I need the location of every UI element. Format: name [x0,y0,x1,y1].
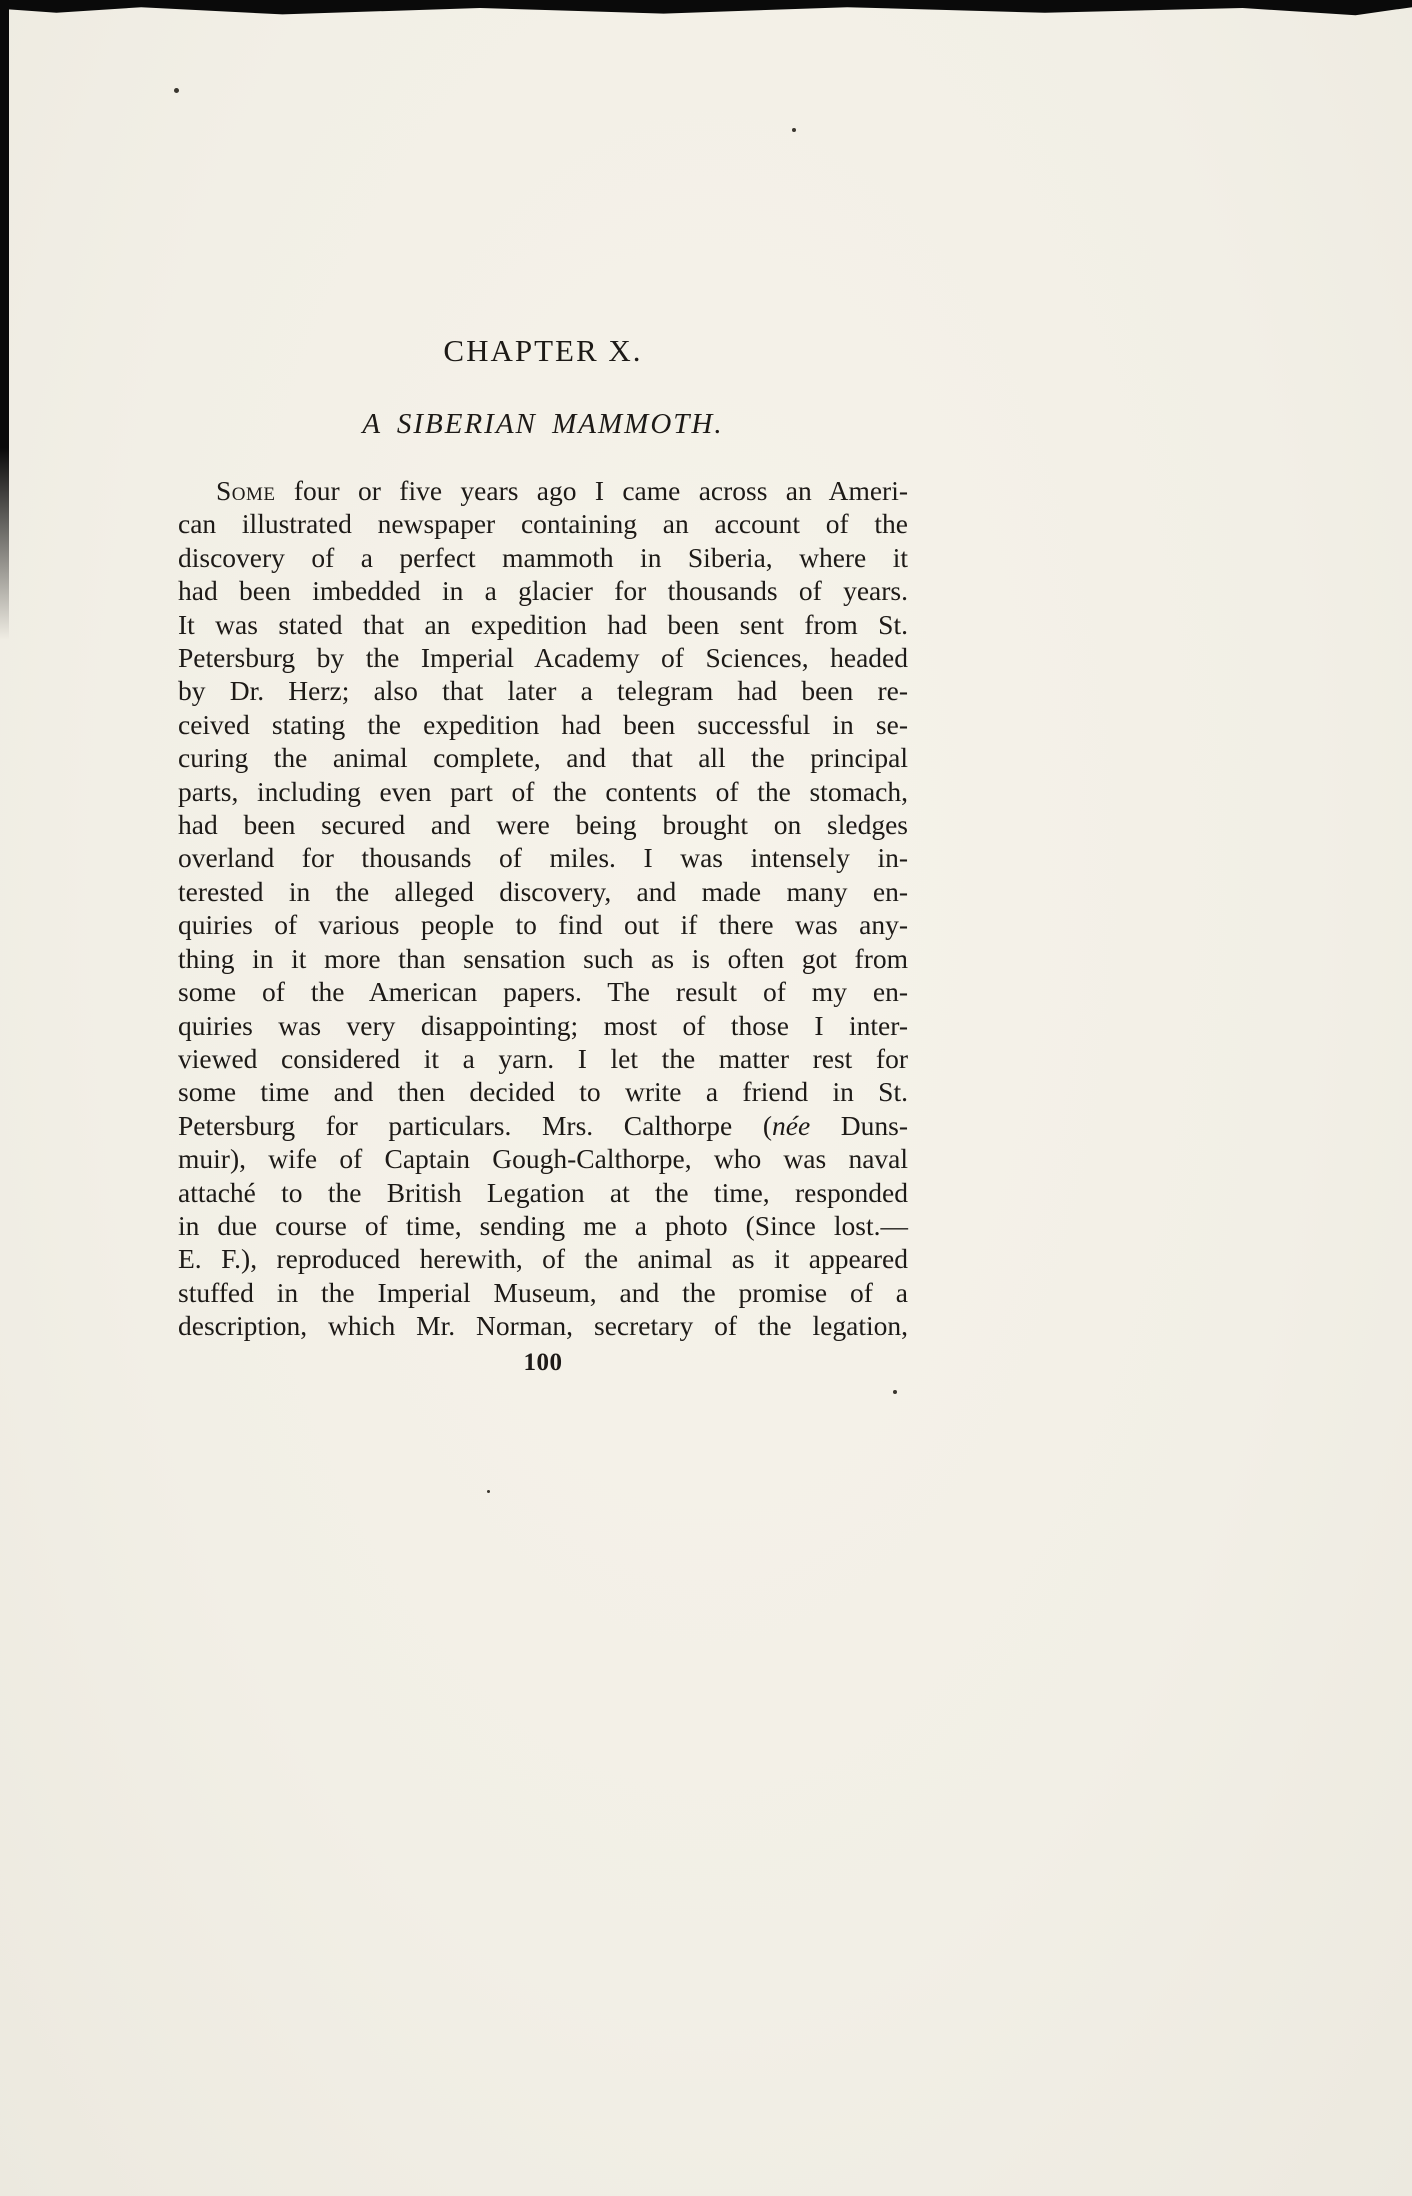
body-line: quiries of various people to find out if there was any- [178,909,908,941]
body-line: thing in it more than sensation such as is often got from [178,942,908,974]
body-line: stuffed in the Imperial Museum, and the promise of a [178,1276,908,1308]
body-line: curing the animal complete, and that all the principal [178,742,908,774]
body-line: attaché to the British Legation at the time, responded [178,1176,908,1208]
body-line: It was stated that an expedition had been sent from St. [178,608,908,640]
body-line: had been secured and were being brought on sledges [178,809,908,841]
scan-speck [487,1490,490,1493]
scan-speck [792,128,796,132]
body-line: E. F.), reproduced herewith, of the animal as it appeared [178,1243,908,1275]
plain-text: Petersburg for particulars. Mrs. Calthorpe ( [178,1109,772,1141]
body-line: some of the American papers. The result of my en- [178,976,908,1008]
page-number: 100 [523,1348,563,1376]
body-line: ceived stating the expedition had been successful in se- [178,708,908,740]
body-line [178,1109,908,1142]
body-line: can illustrated newspaper containing an account of the [178,508,908,540]
plain-text: four or five years ago I came across an Ameri- [275,475,908,506]
section-title: A SIBERIAN MAMMOTH. [362,408,724,440]
scan-edge-left [0,0,9,640]
scan-speck [174,88,179,93]
body-line: discovery of a perfect mammoth in Siberia, where it [178,541,908,573]
body-line: some time and then decided to write a friend in St. [178,1076,908,1108]
body-line: muir), wife of Captain Gough-Calthorpe, who was naval [178,1143,908,1175]
scan-speck [893,1390,897,1394]
chapter-heading: CHAPTER X. [443,333,643,368]
smallcaps-text: Some [216,475,276,506]
scan-edge-top [0,0,1412,16]
body-line: viewed considered it a yarn. I let the matter rest for [178,1042,908,1074]
body-line: by Dr. Herz; also that later a telegram had been re- [178,675,908,707]
body-line: had been imbedded in a glacier for thousands of years. [178,575,908,607]
body-line: terested in the alleged discovery, and made many en- [178,875,908,907]
body-text [178,474,908,1343]
body-line: overland for thousands of miles. I was intensely in- [178,842,908,874]
body-line: description, which Mr. Norman, secretary of the legation, [178,1310,908,1342]
body-line: quiries was very disappointing; most of those I inter- [178,1009,908,1041]
body-line: parts, including even part of the contents of the stomach, [178,775,908,807]
body-line: in due course of time, sending me a photo (Since lost.— [178,1209,908,1241]
body-line [178,474,908,507]
body-line: Petersburg by the Imperial Academy of Sciences, headed [178,642,908,674]
text-column [178,332,908,1377]
plain-text: Duns- [810,1109,908,1141]
italic-text: née [771,1109,811,1141]
